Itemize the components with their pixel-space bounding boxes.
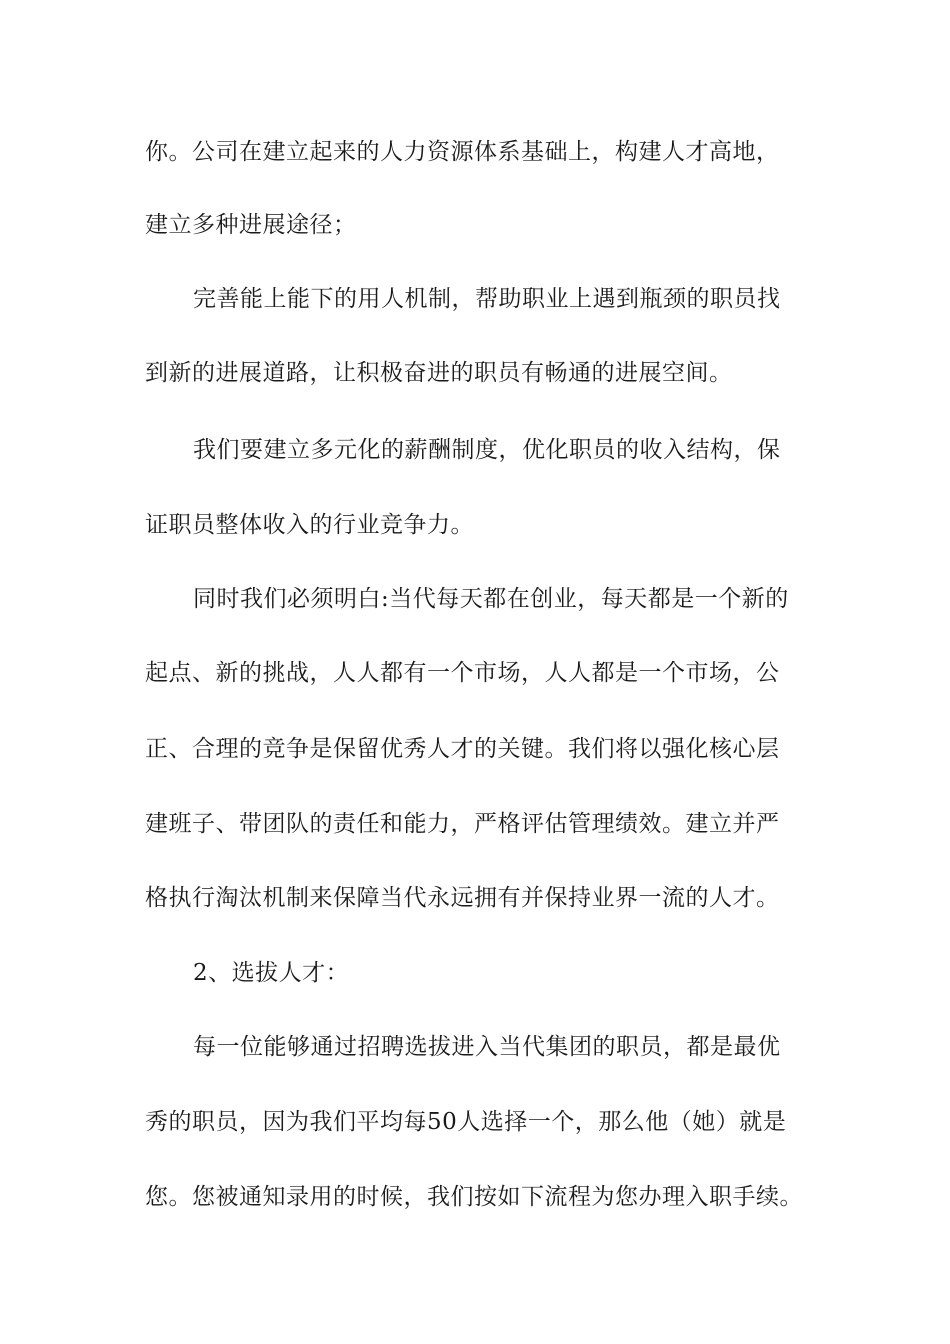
text-line: 秀的职员，因为我们平均每50人选择一个，那么他（她）就是 [145, 1109, 787, 1135]
paragraph-start-line: 我们要建立多元化的薪酬制度，优化职员的收入结构，保 [193, 437, 781, 463]
section-heading: 2、选拔人才： [193, 960, 350, 986]
text-line: 到新的进展道路，让积极奋进的职员有畅通的进展空间。 [145, 360, 733, 386]
paragraph-start-line: 完善能上能下的用人机制，帮助职业上遇到瓶颈的职员找 [193, 286, 781, 312]
text-line: 证职员整体收入的行业竞争力。 [145, 512, 474, 538]
text-line: 起点、新的挑战，人人都有一个市场，人人都是一个市场，公 [145, 660, 780, 686]
text-line: 您。您被通知录用的时候，我们按如下流程为您办理入职手续。 [145, 1184, 803, 1210]
paragraph-start-line: 同时我们必须明白:当代每天都在创业，每天都是一个新的 [193, 586, 789, 612]
paragraph-start-line: 每一位能够通过招聘选拔进入当代集团的职员，都是最优 [193, 1034, 781, 1060]
text-line: 你。公司在建立起来的人力资源体系基础上，构建人才高地， [145, 139, 780, 165]
text-line: 格执行淘汰机制来保障当代永远拥有并保持业界一流的人才。 [145, 885, 780, 911]
text-line: 建班子、带团队的责任和能力，严格评估管理绩效。建立并严 [145, 811, 780, 837]
text-line: 正、合理的竞争是保留优秀人才的关键。我们将以强化核心层 [145, 736, 780, 762]
text-line: 建立多种进展途径； [145, 212, 357, 238]
